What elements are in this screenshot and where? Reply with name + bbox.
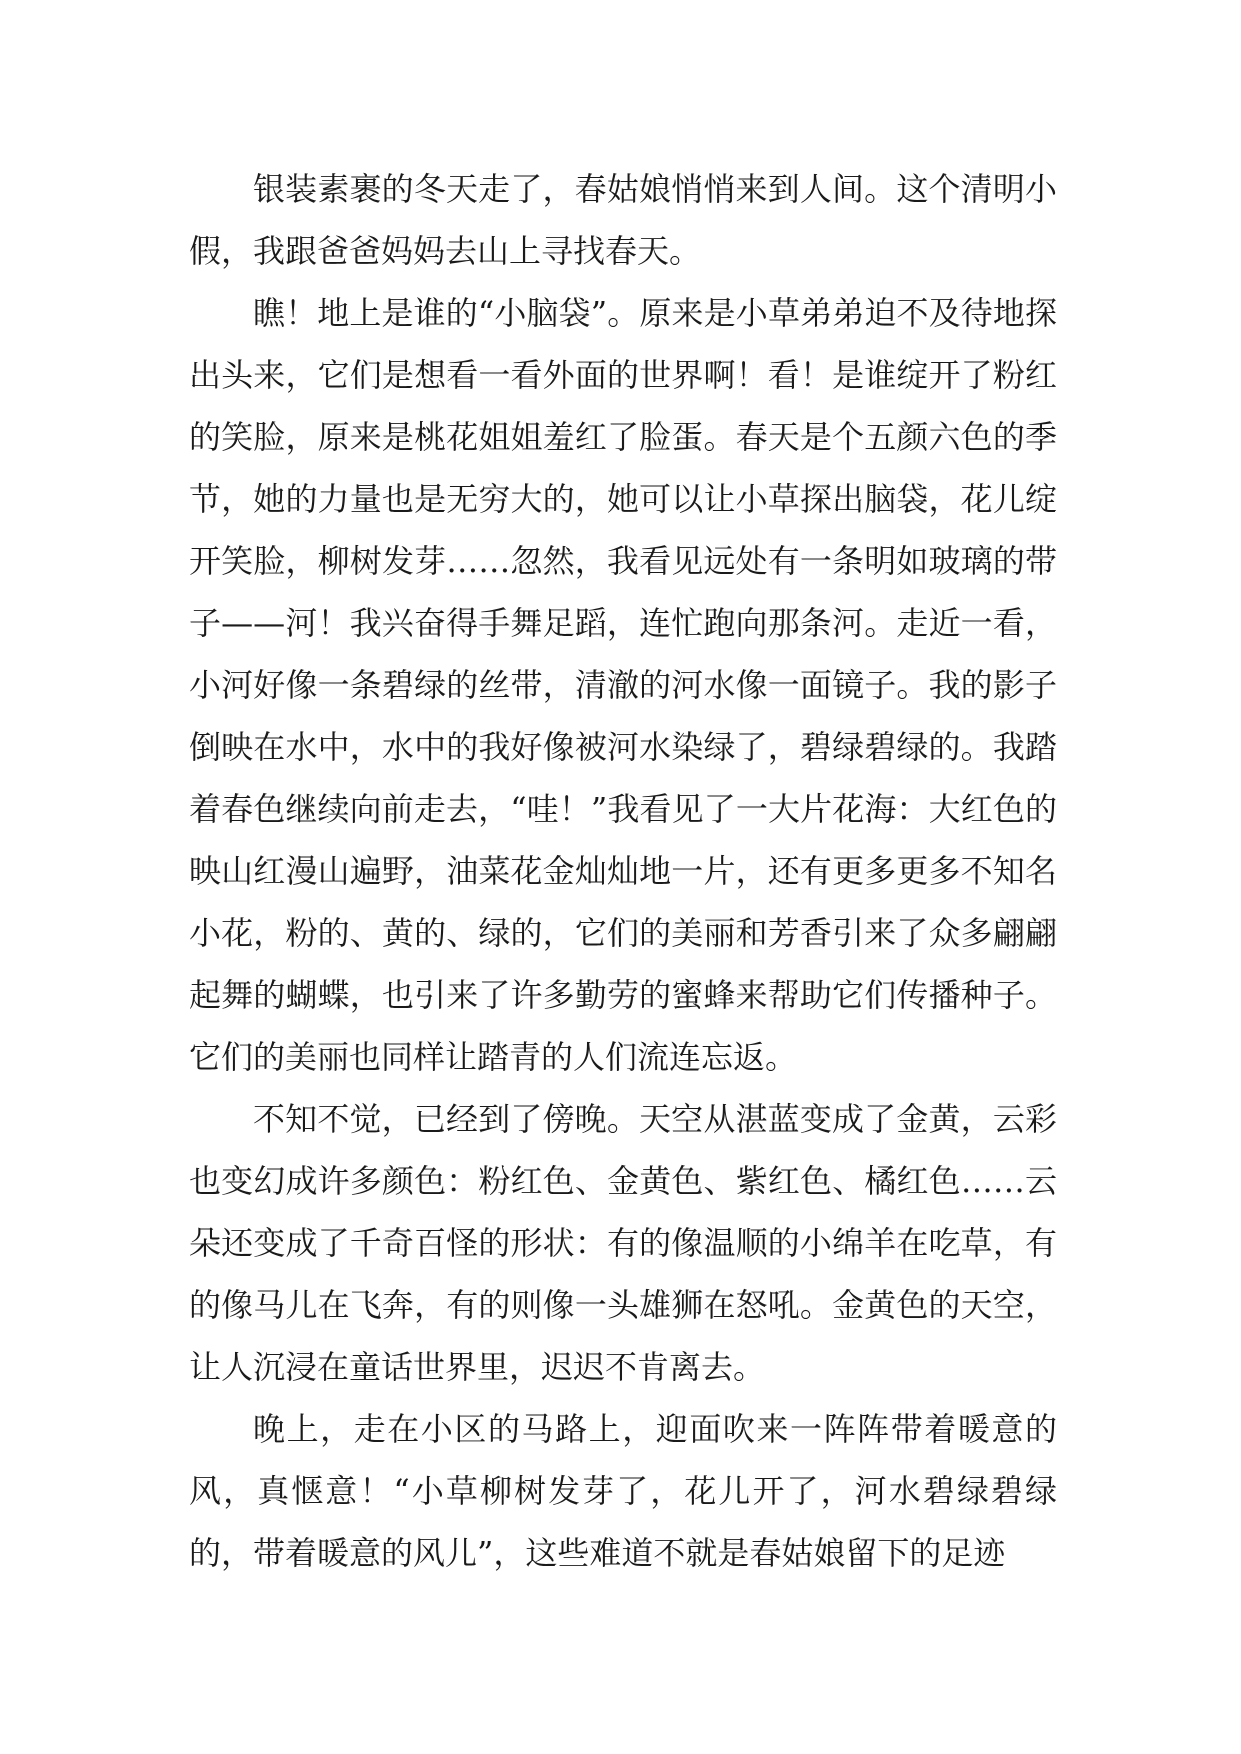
paragraph-3: 不知不觉，已经到了傍晚。天空从湛蓝变成了金黄，云彩也变幻成许多颜色：粉红色、金黄色、紫红色、橘红色……云朵还变成了千奇百怪的形状：有的像温顺的小绵羊在吃草，有的像马儿在飞奔，有的则像一头雄狮在怒吼。金黄色的天空，让人沉浸在童话世界里，迟迟不肯离去。	[189, 1100, 1057, 1386]
paragraph-1: 银装素裹的冬天走了，春姑娘悄悄来到人间。这个清明小假，我跟爸爸妈妈去山上寻找春天。	[189, 170, 1057, 270]
paragraph-2: 瞧！地上是谁的“小脑袋”。原来是小草弟弟迫不及待地探出头来，它们是想看一看外面的世界啊！看！是谁绽开了粉红的笑脸，原来是桃花姐姐羞红了脸蛋。春天是个五颜六色的季节，她的力量也是无穷大的，她可以让小草探出脑袋，花儿绽开笑脸，柳树发芽……忽然，我看见远处有一条明如玻璃的带子——河！我兴奋得手舞足蹈，连忙跑向那条河。走近一看，小河好像一条碧绿的丝带，清澈的河水像一面镜子。我的影子倒映在水中，水中的我好像被河水染绿了，碧绿碧绿的。我踏着春色继续向前走去，“哇！”我看见了一大片花海：大红色的映山红漫山遍野，油菜花金灿灿地一片，还有更多更多不知名小花，粉的、黄的、绿的，它们的美丽和芳香引来了众多翩翩起舞的蝴蝶，也引来了许多勤劳的蜜蜂来帮助它们传播种子。它们的美丽也同样让踏青的人们流连忘返。	[189, 294, 1057, 1076]
paragraph-4: 晚上，走在小区的马路上，迎面吹来一阵阵带着暖意的风，真惬意！“小草柳树发芽了，花儿开了，河水碧绿碧绿的，带着暖意的风儿”，这些难道不就是春姑娘留下的足迹	[189, 1410, 1057, 1572]
article-body	[189, 158, 1057, 1584]
